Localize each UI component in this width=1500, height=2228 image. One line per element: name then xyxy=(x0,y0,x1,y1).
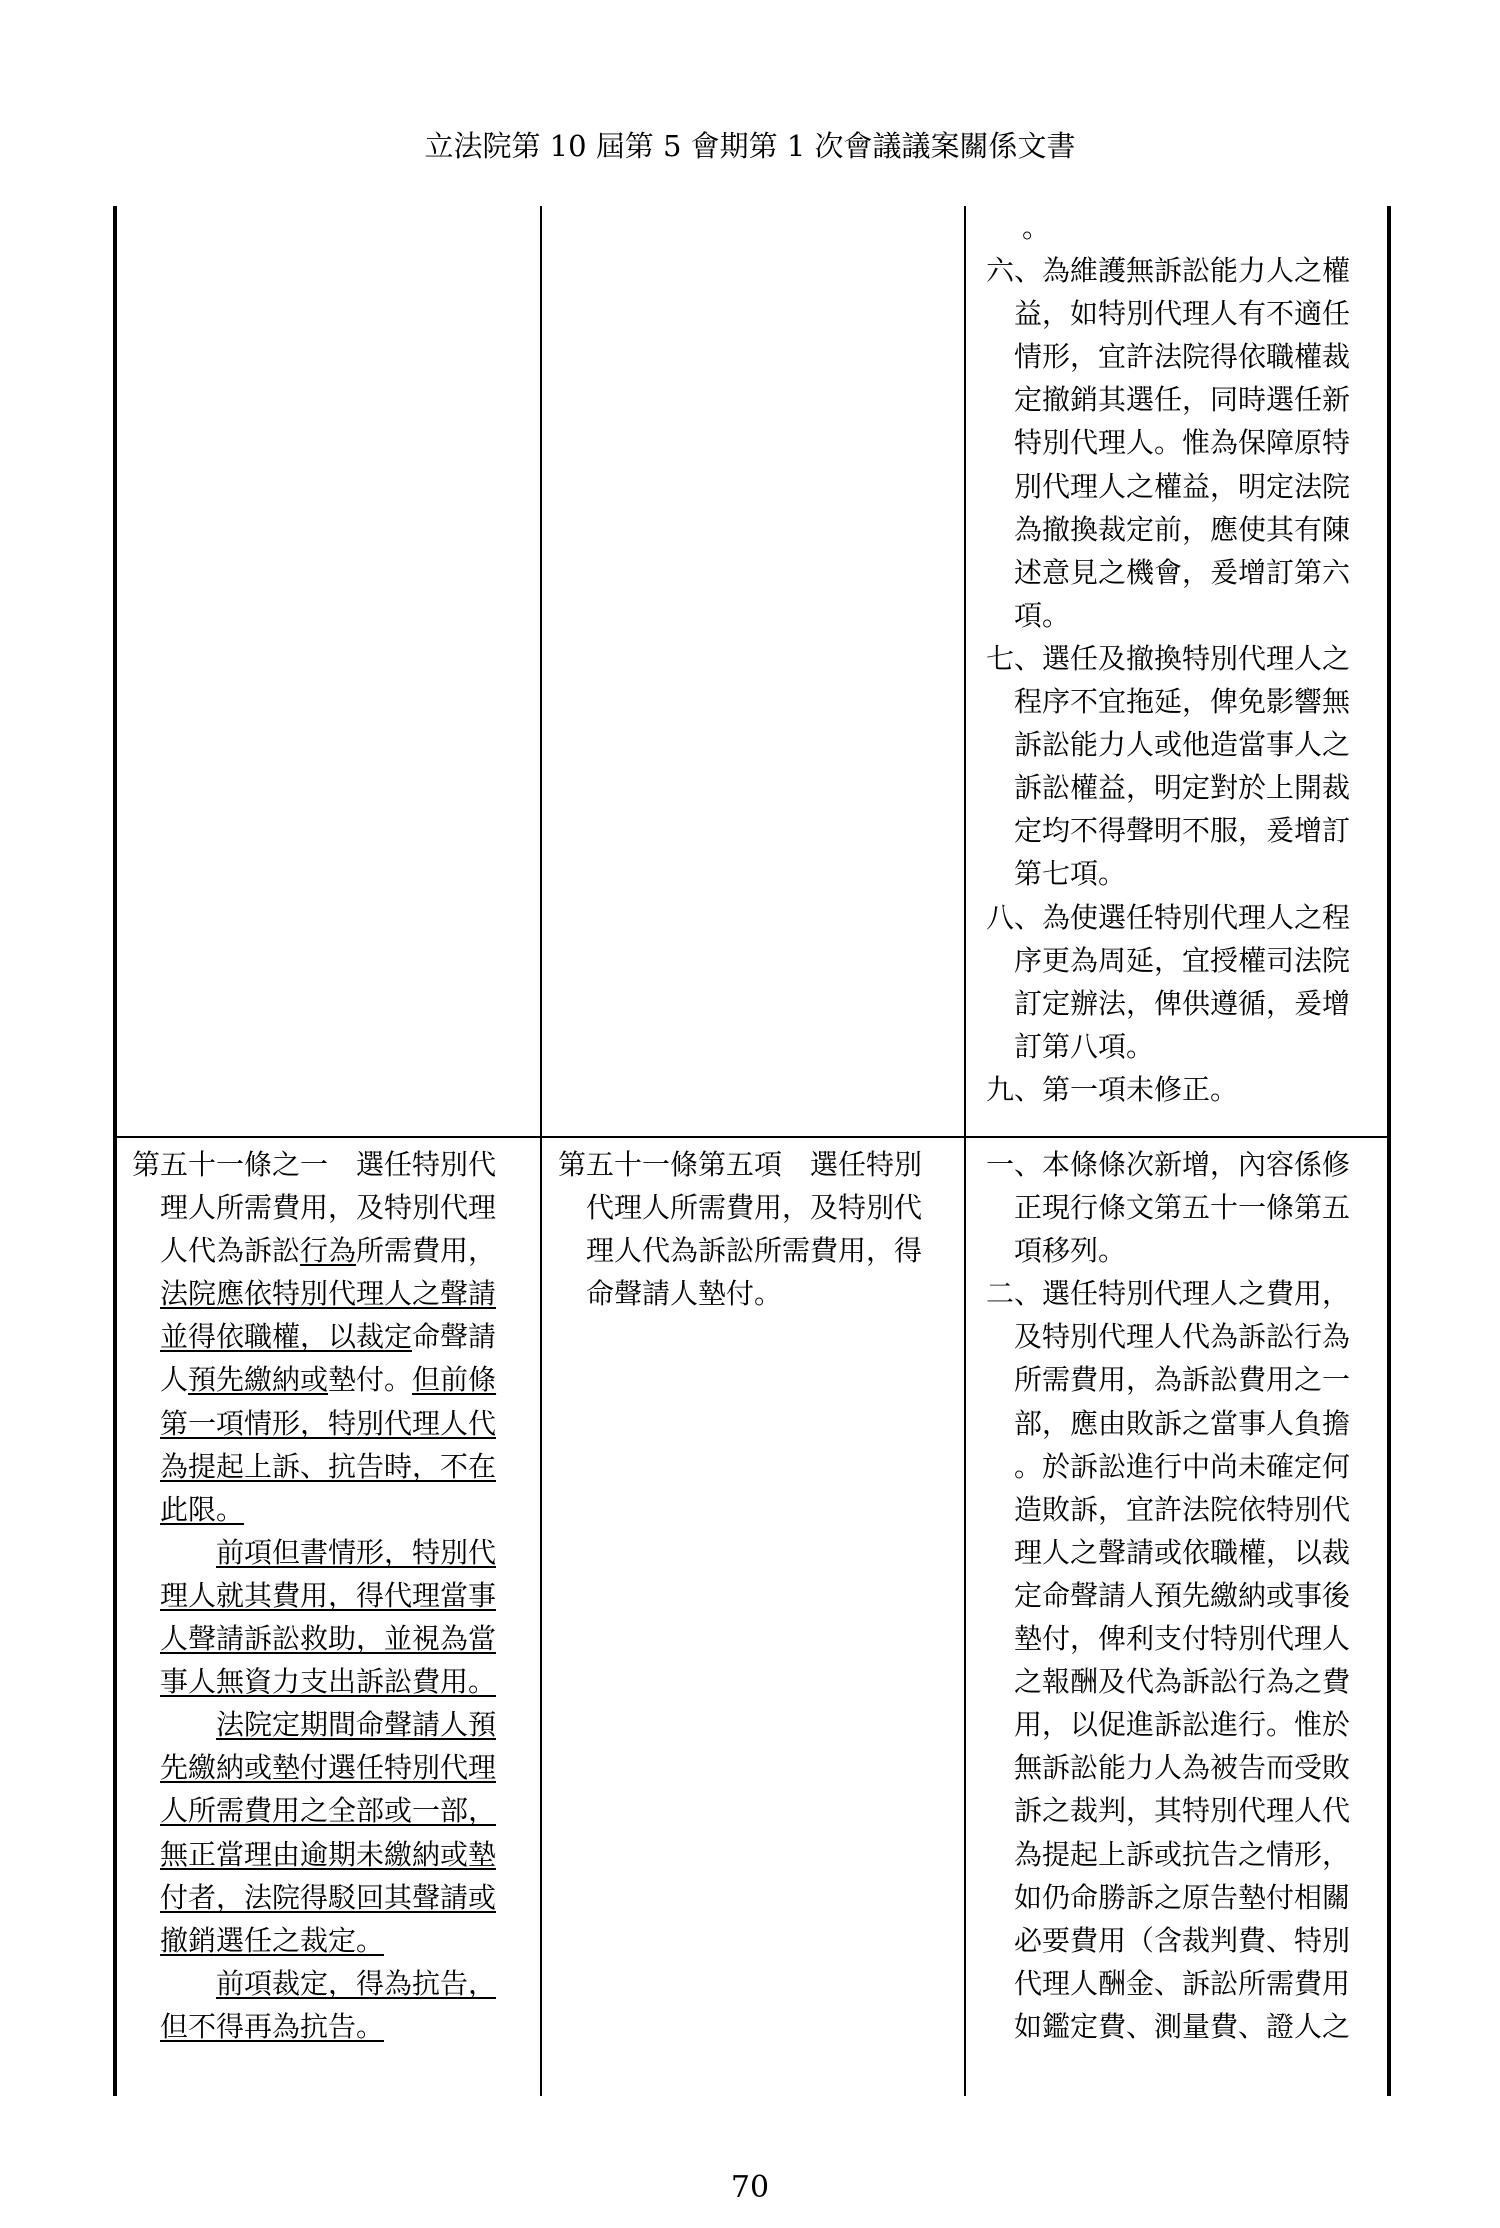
top-explanation xyxy=(986,206,1381,1111)
text-line: 為撤換裁定前，應使其有陳 xyxy=(1014,512,1351,546)
text-line: 益，如特別代理人有不適任 xyxy=(1014,297,1351,331)
article-line xyxy=(132,1919,532,1962)
text-line: 程序不宜拖延，俾免影響無 xyxy=(1014,685,1351,719)
text-line: 九、第一項未修正。 xyxy=(986,1072,1239,1106)
article-line: 並得依職權，以裁定命聲請 xyxy=(160,1320,497,1354)
underlined-text: 人所需費用之全部或一部， xyxy=(160,1794,497,1828)
underlined-text: 前項但書情形，特別代 xyxy=(216,1535,497,1569)
article-line: 第五十一條之一 選任特別代 xyxy=(132,1148,497,1181)
text-line: 定命聲請人預先繳納或事後 xyxy=(1014,1578,1351,1612)
underlined-text: 前項裁定，得為抗告， xyxy=(216,1966,497,2000)
text-line: 必要費用（含裁判費、特別 xyxy=(1014,1923,1351,1957)
page-number: 70 xyxy=(730,2170,770,2205)
row-separator xyxy=(113,1136,1391,1138)
underlined-text: 預先繳納或 xyxy=(188,1363,329,1397)
amended-article xyxy=(132,1143,532,2048)
text-line: 代理人酬金、訴訟所需費用 xyxy=(1014,1966,1351,2000)
text-line: 命聲請人墊付。 xyxy=(586,1277,783,1311)
text-line: 七、選任及撤換特別代理人之 xyxy=(986,641,1351,675)
text-line: 。 xyxy=(1022,211,1051,244)
article-line: 理人所需費用，及特別代理 xyxy=(160,1191,497,1225)
text-line: 墊付，俾利支付特別代理人 xyxy=(1014,1622,1351,1656)
text-line: 別代理人之權益，明定法院 xyxy=(1014,469,1351,503)
underlined-text: 人聲請訴訟救助，並視為當 xyxy=(160,1622,497,1656)
text-line: 二、選任特別代理人之費用， xyxy=(986,1277,1351,1311)
text-line: 述意見之機會，爰增訂第六 xyxy=(1014,555,1351,589)
text-line: 代理人所需費用，及特別代 xyxy=(586,1191,923,1225)
text-line: 訂定辦法，俾供遵循，爰增 xyxy=(1014,986,1351,1020)
text-line: 理人代為訴訟所需費用，得 xyxy=(586,1234,923,1268)
article-line xyxy=(132,1574,532,1617)
underlined-text: 但不得再為抗告。 xyxy=(160,2009,385,2043)
article-line xyxy=(132,1617,532,1660)
text-line: 如仍命勝訴之原告墊付相關 xyxy=(1014,1880,1351,1914)
article-line xyxy=(132,1833,532,1876)
underlined-text: 行為 xyxy=(300,1234,357,1268)
article-line xyxy=(132,1703,532,1746)
article-line xyxy=(132,1876,532,1919)
text-line: 項。 xyxy=(1014,598,1071,632)
underlined-text: 並得依職權，以裁定 xyxy=(160,1320,413,1354)
text-line: 序更為周延，宜授權司法院 xyxy=(1014,943,1351,977)
text-line: 訂第八項。 xyxy=(1014,1029,1155,1063)
underlined-text: 事人無資力支出訴訟費用。 xyxy=(160,1665,497,1699)
table-divider-2 xyxy=(964,206,966,2096)
current-article xyxy=(558,1143,958,1315)
underlined-text: 先繳納或墊付選任特別代理 xyxy=(160,1751,497,1785)
text-line: 定均不得聲明不服，爰增訂 xyxy=(1014,814,1351,848)
text-line: 正現行條文第五十一條第五 xyxy=(1014,1191,1351,1225)
text-line: 訴之裁判，其特別代理人代 xyxy=(1014,1794,1351,1828)
article-line xyxy=(132,1531,532,1574)
article-line xyxy=(132,1272,532,1315)
article-line: 人預先繳納或墊付。但前條 xyxy=(160,1363,497,1397)
underlined-text: 第一項情形，特別代理人代 xyxy=(160,1406,497,1440)
text-line: 為提起上訴或抗告之情形， xyxy=(1014,1837,1351,1871)
article-line xyxy=(132,1746,532,1789)
underlined-text: 法院定期間命聲請人預 xyxy=(216,1708,497,1742)
text-line: 六、為維護無訴訟能力人之權 xyxy=(986,254,1351,288)
underlined-text: 無正當理由逾期未繳納或墊 xyxy=(160,1837,497,1871)
text-line: 用，以促進訴訟進行。惟於 xyxy=(1014,1708,1351,1742)
text-line: 特別代理人。惟為保障原特 xyxy=(1014,426,1351,460)
text-line: 無訴訟能力人為被告而受敗 xyxy=(1014,1751,1351,1785)
text-line: 如鑑定費、測量費、證人之 xyxy=(1014,2009,1351,2043)
article-line xyxy=(132,1660,532,1703)
underlined-text: 但前條 xyxy=(412,1363,497,1397)
text-line: 理人之聲請或依職權，以裁 xyxy=(1014,1535,1351,1569)
text-line: 及特別代理人代為訴訟行為 xyxy=(1014,1320,1351,1354)
text-line: 項移列。 xyxy=(1014,1234,1127,1268)
article-line xyxy=(132,1445,532,1488)
table-divider-1 xyxy=(540,206,542,2096)
article-line xyxy=(132,2005,532,2048)
article-line xyxy=(132,1402,532,1445)
text-line: 一、本條條次新增，內容係修 xyxy=(986,1148,1351,1181)
bottom-explanation xyxy=(986,1143,1381,2048)
text-line: 八、為使選任特別代理人之程 xyxy=(986,900,1351,934)
text-line: 之報酬及代為訴訟行為之費 xyxy=(1014,1665,1351,1699)
article-line xyxy=(132,1789,532,1832)
page-header: 立法院第 10 屆第 5 會期第 1 次會議議案關係文書 xyxy=(424,129,1076,163)
article-line xyxy=(132,1488,532,1531)
text-line: 所需費用，為訴訟費用之一 xyxy=(1014,1363,1351,1397)
underlined-text: 理人就其費用，得代理當事 xyxy=(160,1578,497,1612)
text-line: 訴訟權益，明定對於上開裁 xyxy=(1014,771,1351,805)
article-line: 人代為訴訟行為所需費用， xyxy=(160,1234,497,1268)
text-line: 造敗訴，宜許法院依特別代 xyxy=(1014,1492,1351,1526)
table-left-border xyxy=(113,206,117,2096)
text-line: 第七項。 xyxy=(1014,857,1127,891)
underlined-text: 為提起上訴、抗告時，不在 xyxy=(160,1449,497,1483)
text-line: 部，應由敗訴之當事人負擔 xyxy=(1014,1406,1351,1440)
table-right-border xyxy=(1387,206,1391,2096)
article-line xyxy=(132,1962,532,2005)
underlined-text: 付者，法院得駁回其聲請或 xyxy=(160,1880,497,1914)
text-line: 訴訟能力人或他造當事人之 xyxy=(1014,728,1351,762)
underlined-text: 法院應依特別代理人之聲請 xyxy=(160,1277,497,1311)
text-line: 定撤銷其選任，同時選任新 xyxy=(1014,383,1351,417)
text-line: 情形，宜許法院得依職權裁 xyxy=(1014,340,1351,374)
text-line: 。於訴訟進行中尚未確定何 xyxy=(1014,1449,1351,1483)
text-line: 第五十一條第五項 選任特別 xyxy=(558,1148,923,1181)
underlined-text: 此限。 xyxy=(160,1492,245,1526)
underlined-text: 撤銷選任之裁定。 xyxy=(160,1923,385,1957)
